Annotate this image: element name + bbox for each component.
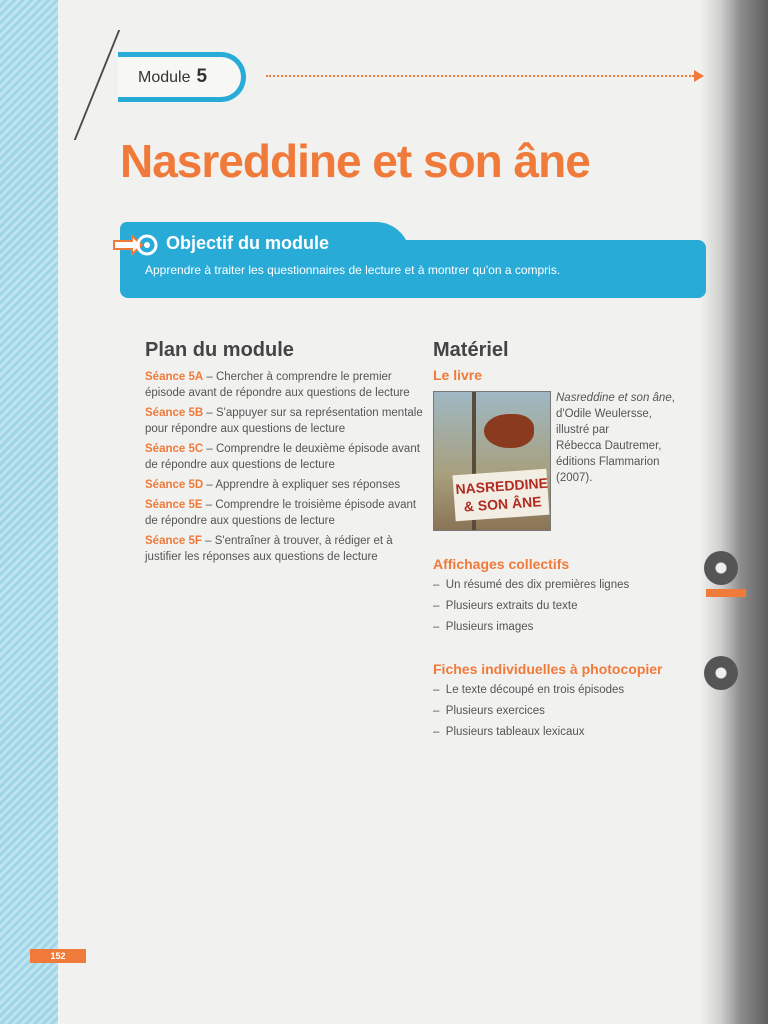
affichages-list xyxy=(433,579,629,642)
cd-tag xyxy=(706,589,746,597)
book-cover xyxy=(433,391,551,531)
session-text: Chercher à comprendre le premier épisode avant de répondre aux questions de lecture xyxy=(145,371,410,399)
book-subheading: Le livre xyxy=(433,367,483,383)
session-item: Séance 5A – Chercher à comprendre le premier épisode avant de répondre aux questions de lecture xyxy=(145,371,410,399)
list-item: – Plusieurs images xyxy=(433,621,534,633)
book-illustrated: illustré par xyxy=(556,424,610,436)
book-title: Nasreddine et son âne xyxy=(556,392,672,404)
session-text: Comprendre le deuxième épisode avant de répondre aux questions de lecture xyxy=(145,443,420,471)
page-number: 152 xyxy=(30,949,86,963)
session-code: Séance 5E xyxy=(145,499,203,511)
session-code: Séance 5B xyxy=(145,407,204,419)
session-text: Apprendre à expliquer ses réponses xyxy=(215,479,401,491)
session-text: S'appuyer sur sa représentation mentale pour répondre aux questions de lecture xyxy=(145,407,423,435)
session-item: Séance 5C – Comprendre le deuxième épisode avant de répondre aux questions de lecture xyxy=(145,443,420,471)
session-code: Séance 5D xyxy=(145,479,204,491)
affichages-subheading: Affichages collectifs xyxy=(433,556,570,572)
book-author: d'Odile Weulersse, xyxy=(556,408,652,420)
cover-donkey xyxy=(484,414,534,448)
session-code: Séance 5A xyxy=(145,371,204,383)
cover-title: NASREDDINE xyxy=(454,474,549,498)
dotted-line xyxy=(266,75,694,77)
session-item: Séance 5E – Comprendre le troisième épisode avant de répondre aux questions de lecture xyxy=(145,499,417,527)
book-year: (2007). xyxy=(556,472,593,484)
fiches-subheading: Fiches individuelles à photocopier xyxy=(433,661,663,677)
session-item: Séance 5B – S'appuyer sur sa représentation mentale pour répondre aux questions de lecture xyxy=(145,407,423,435)
plan-heading: Plan du module xyxy=(145,339,294,361)
book-caption: Nasreddine et son âne, d'Odile Weulersse, illustré par Rébecca Dautremer, éditions Flammarion (2007). xyxy=(556,392,675,484)
target-arrow-icon xyxy=(112,232,158,258)
cover-subtitle: & SON ÂNE xyxy=(463,493,542,515)
cover-sign xyxy=(453,469,550,521)
module-word: Module xyxy=(138,69,191,86)
materiel-heading: Matériel xyxy=(433,339,509,361)
cd-disc-icon xyxy=(704,656,738,690)
book-publisher: éditions Flammarion xyxy=(556,456,660,468)
list-item: – Un résumé des dix premières lignes xyxy=(433,579,630,591)
list-item: – Plusieurs exercices xyxy=(433,705,545,717)
session-item: Séance 5D – Apprendre à expliquer ses réponses xyxy=(145,479,401,491)
arrow-right-icon xyxy=(694,70,704,82)
list-item: – Le texte découpé en trois épisodes xyxy=(433,684,625,696)
left-margin-stripe xyxy=(0,0,58,1024)
book-spine-shadow xyxy=(700,0,768,1024)
list-item: – Plusieurs extraits du texte xyxy=(433,600,578,612)
session-list xyxy=(145,369,425,569)
cd-disc-icon xyxy=(704,551,738,585)
session-text: Comprendre le troisième épisode avant de répondre aux questions de lecture xyxy=(145,499,417,527)
module-label xyxy=(138,66,207,88)
module-number: 5 xyxy=(196,66,208,87)
session-item: Séance 5F – S'entraîner à trouver, à rédiger et à justifier les réponses aux questions de lecture xyxy=(145,535,393,563)
book-illustrator: Rébecca Dautremer, xyxy=(556,440,662,452)
session-code: Séance 5F xyxy=(145,535,202,547)
fiches-list xyxy=(433,684,624,747)
list-item: – Plusieurs tableaux lexicaux xyxy=(433,726,585,738)
objective-title: Objectif du module xyxy=(166,233,330,253)
session-code: Séance 5C xyxy=(145,443,204,455)
page-title: Nasreddine et son âne xyxy=(120,135,590,187)
session-text: S'entraîner à trouver, à rédiger et à justifier les réponses aux questions de lecture xyxy=(145,535,393,563)
objective-text: Apprendre à traiter les questionnaires de lecture et à montrer qu'on a compris. xyxy=(145,263,561,277)
